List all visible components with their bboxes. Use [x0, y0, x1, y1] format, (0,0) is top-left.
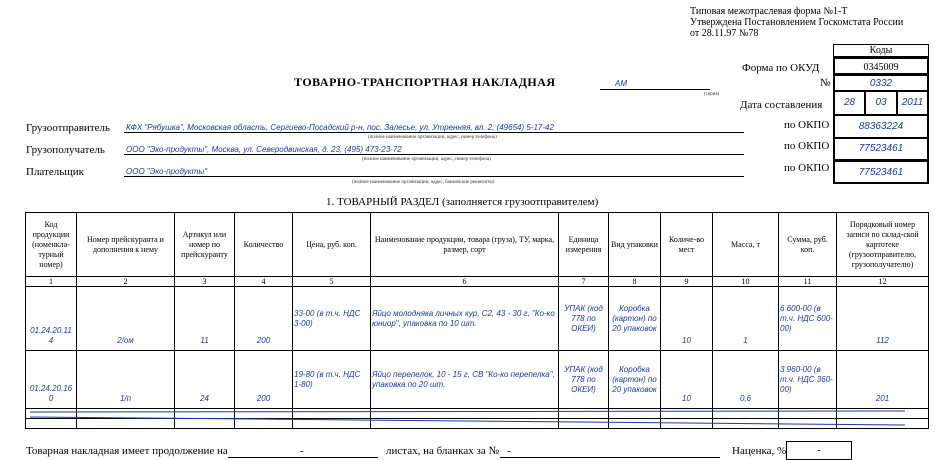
shipper-label: Грузоотправитель: [26, 122, 111, 134]
cell-record-number: 112: [837, 287, 929, 351]
table-row: [26, 351, 929, 409]
goods-table: [25, 212, 929, 429]
okud-label: Форма по ОКУД: [742, 62, 820, 74]
codes-title: Коды: [833, 44, 929, 57]
cell-description: Яйцо молодняка личных кур, С2, 43 - 30 г, "Ко-ко юниор", упаковка по 10 шт.: [371, 287, 559, 351]
cell-price: 33-00 (в т.ч. НДС 3-00): [293, 287, 371, 351]
col-number: 12: [837, 277, 929, 287]
payer-value: ООО "Эко-продукты": [126, 167, 208, 176]
markup-value: -: [786, 441, 852, 460]
cell-quantity: 200: [235, 351, 293, 409]
shipper-caption: (полное наименование организации, адрес, номер телефона): [368, 135, 497, 140]
cell-description: Яйцо перепелок, 10 - 15 г, СВ "Ко-ко перепелка", упаковка по 20 шт.: [371, 351, 559, 409]
col-header: Цена, руб. коп.: [293, 213, 371, 277]
form-header-note: [690, 6, 903, 39]
col-header: Масса, т: [713, 213, 779, 277]
series-caption: (серия): [704, 92, 720, 97]
footer-blanks-value: -: [507, 445, 511, 457]
col-number: 7: [559, 277, 609, 287]
payer-caption: (полное наименование организации, адрес, банковские реквизиты): [352, 180, 495, 185]
number-label: №: [820, 77, 831, 89]
date-day: 28: [833, 91, 865, 115]
okud-value: 0345009: [833, 57, 929, 75]
col-header: Наименование продукции, товара (груза), ТУ, марка, размер, сорт: [371, 213, 559, 277]
cell-places: 10: [661, 287, 713, 351]
date-label: Дата составления: [740, 99, 823, 111]
payer-okpo-value: 77523461: [833, 160, 929, 184]
form-date-line: от 28.11.97 №78: [690, 28, 759, 39]
series-value: АМ: [615, 79, 627, 88]
cell-record-number: 201: [837, 351, 929, 409]
date-year: 2011: [897, 91, 929, 115]
col-header: Количе-во мест: [661, 213, 713, 277]
col-number: 4: [235, 277, 293, 287]
section-title: 1. ТОВАРНЫЙ РАЗДЕЛ (заполняется грузоотправителем): [326, 196, 599, 208]
cell-mass: 0,6: [713, 351, 779, 409]
col-header: Порядковый номер записи по склад-ской картотеке (грузоотправителю, грузополучателю): [837, 213, 929, 277]
col-header: Номер прейскуранта и дополнения к нему: [77, 213, 175, 277]
col-number: 11: [779, 277, 837, 287]
cell-sum: 3 960-00 (в т.ч. НДС 360-00): [779, 351, 837, 409]
cell-price-list: 2/ом: [77, 287, 175, 351]
cell-article: 11: [175, 287, 235, 351]
cell-article: 24: [175, 351, 235, 409]
consignee-okpo-label: по ОКПО: [784, 140, 830, 152]
markup-label: Наценка, %: [732, 445, 787, 457]
footer-sheets-value: -: [300, 445, 304, 457]
col-header: Артикул или номер по прейскуранту: [175, 213, 235, 277]
col-header: Количество: [235, 213, 293, 277]
consignee-okpo-value: 77523461: [833, 138, 929, 160]
footer-blanks-label: листах, на бланках за №: [386, 445, 499, 457]
payer-okpo-label: по ОКПО: [784, 162, 830, 174]
cell-product-code: 01.24.20.16 0: [26, 351, 77, 409]
col-number: 2: [77, 277, 175, 287]
footer-continuation-label: Товарная накладная имеет продолжение на: [26, 445, 228, 457]
col-header: Код продукции (номенкла-турный номер): [26, 213, 77, 277]
shipper-okpo-label: по ОКПО: [784, 119, 830, 131]
form-type-line: Типовая межотраслевая форма №1-Т: [690, 6, 848, 17]
consignee-label: Грузополучатель: [26, 144, 105, 156]
cell-places: 10: [661, 351, 713, 409]
page-title: ТОВАРНО-ТРАНСПОРТНАЯ НАКЛАДНАЯ: [294, 75, 556, 89]
cell-quantity: 200: [235, 287, 293, 351]
cell-product-code: 01.24.20.11 4: [26, 287, 77, 351]
cell-mass: 1: [713, 287, 779, 351]
col-number: 9: [661, 277, 713, 287]
col-header: Единица измерения: [559, 213, 609, 277]
shipper-okpo-value: 88363224: [833, 115, 929, 138]
payer-label: Плательщик: [26, 166, 84, 178]
col-number: 5: [293, 277, 371, 287]
cell-unit: УПАК (код 778 по ОКЕИ): [559, 287, 609, 351]
cell-price: 19-80 (в т.ч. НДС 1-80): [293, 351, 371, 409]
cell-package: Коробка (картон) по 20 упаковок: [609, 287, 661, 351]
col-number: 3: [175, 277, 235, 287]
col-number: 10: [713, 277, 779, 287]
form-approval-line: Утверждена Постановлением Госкомстата России: [690, 17, 904, 28]
number-value: 0332: [833, 75, 929, 91]
table-row: [26, 287, 929, 351]
table-number-row: [26, 277, 929, 287]
cell-package: Коробка (картон) по 20 упаковок: [609, 351, 661, 409]
strike-lines: [25, 408, 910, 428]
table-header-row: [26, 213, 929, 277]
consignee-value: ООО "Эко-продукты", Москва, ул. Северодвинская, д. 23, (495) 473-23-72: [126, 145, 402, 154]
cell-sum: 6 600-00 (в т.ч. НДС 600-00): [779, 287, 837, 351]
cell-unit: УПАК (код 778 по ОКЕИ): [559, 351, 609, 409]
col-header: Сумма, руб. коп.: [779, 213, 837, 277]
col-number: 8: [609, 277, 661, 287]
shipper-value: КФХ "Рябушка", Московская область, Сергиево-Посадский р-н, пос. Залесье, ул. Утренняя, вл. 2, (49654) 5-17-42: [126, 123, 554, 132]
cell-price-list: 1/п: [77, 351, 175, 409]
consignee-caption: (полное наименование организации, адрес, номер телефона): [362, 157, 491, 162]
col-number: 6: [371, 277, 559, 287]
col-number: 1: [26, 277, 77, 287]
date-month: 03: [865, 91, 897, 115]
col-header: Вид упаковки: [609, 213, 661, 277]
